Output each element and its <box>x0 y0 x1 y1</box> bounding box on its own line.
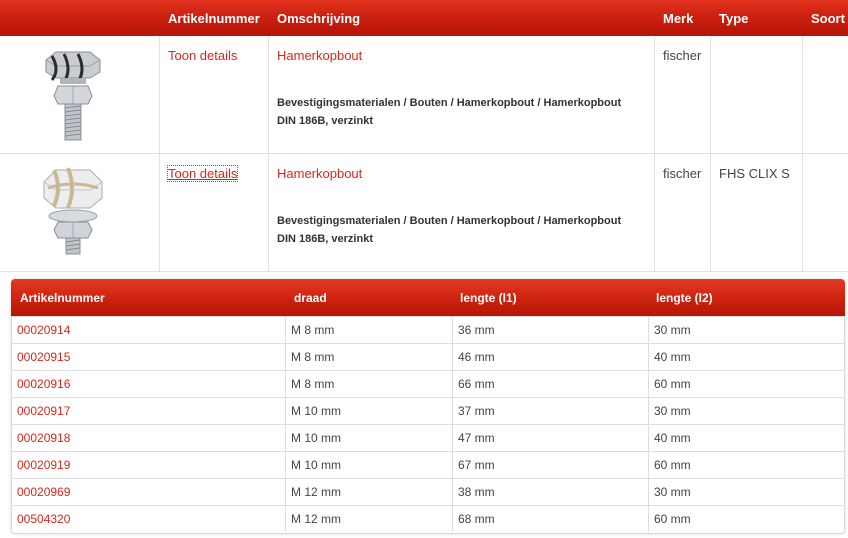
variant-lengte-l1: 66 mm <box>458 377 495 391</box>
category-path-line: Bevestigingsmaterialen / Bouten / Hamerkopbout / Hamerkopbout <box>277 215 622 227</box>
variant-draad: M 10 mm <box>291 431 342 445</box>
variant-draad: M 10 mm <box>291 404 342 418</box>
variant-lengte-l1: 38 mm <box>458 485 495 499</box>
product-table-header <box>0 0 848 36</box>
variants-header-draad: draad <box>294 291 327 305</box>
header-type: Type <box>719 11 749 26</box>
variant-lengte-l2: 60 mm <box>654 512 691 526</box>
variant-lengte-l1: 67 mm <box>458 458 495 472</box>
product-row <box>0 154 848 272</box>
variant-artikelnummer-link[interactable]: 00020914 <box>17 323 71 337</box>
variant-row <box>11 505 845 532</box>
product-merk: fischer <box>663 166 702 181</box>
variant-artikelnummer-link[interactable]: 00020915 <box>17 350 71 364</box>
header-omschrijving: Omschrijving <box>277 11 361 26</box>
header-artikelnummer: Artikelnummer <box>168 11 260 26</box>
hammer-head-bolt-clix-image[interactable] <box>38 158 108 258</box>
variant-artikelnummer-link[interactable]: 00504320 <box>17 512 71 526</box>
category-path-line: DIN 186B, verzinkt <box>277 115 373 127</box>
product-title-link[interactable]: Hamerkopbout <box>277 48 363 63</box>
variant-draad: M 12 mm <box>291 512 342 526</box>
variant-row <box>11 316 845 343</box>
variant-draad: M 12 mm <box>291 485 342 499</box>
category-path-line: Bevestigingsmaterialen / Bouten / Hamerkopbout / Hamerkopbout <box>277 97 622 109</box>
variant-row <box>11 370 845 397</box>
variant-lengte-l1: 47 mm <box>458 431 495 445</box>
variant-artikelnummer-link[interactable]: 00020917 <box>17 404 71 418</box>
variants-table-header <box>11 279 845 316</box>
variant-lengte-l2: 60 mm <box>654 377 691 391</box>
header-merk: Merk <box>663 11 694 26</box>
variant-draad: M 10 mm <box>291 458 342 472</box>
product-category-path <box>277 94 647 130</box>
variant-artikelnummer-link[interactable]: 00020918 <box>17 431 71 445</box>
variant-artikelnummer-link[interactable]: 00020919 <box>17 458 71 472</box>
product-category-path <box>277 212 647 248</box>
variant-lengte-l1: 37 mm <box>458 404 495 418</box>
variant-draad: M 8 mm <box>291 323 335 337</box>
variant-lengte-l1: 46 mm <box>458 350 495 364</box>
hammer-head-bolt-image[interactable] <box>38 42 108 142</box>
variant-lengte-l2: 30 mm <box>654 323 691 337</box>
variant-artikelnummer-link[interactable]: 00020916 <box>17 377 71 391</box>
variant-draad: M 8 mm <box>291 377 335 391</box>
product-row <box>0 36 848 154</box>
variant-lengte-l2: 40 mm <box>654 431 691 445</box>
toon-details-link[interactable]: Toon details <box>168 166 238 181</box>
variant-lengte-l2: 30 mm <box>654 485 691 499</box>
variant-artikelnummer-link[interactable]: 00020969 <box>17 485 71 499</box>
header-soort: Soort <box>811 11 845 26</box>
variant-row <box>11 424 845 451</box>
variants-header-lengte-l1: lengte (l1) <box>460 291 517 305</box>
variant-lengte-l1: 36 mm <box>458 323 495 337</box>
category-path-line: DIN 186B, verzinkt <box>277 233 373 245</box>
product-title-link[interactable]: Hamerkopbout <box>277 166 363 181</box>
variant-lengte-l2: 40 mm <box>654 350 691 364</box>
variant-lengte-l2: 30 mm <box>654 404 691 418</box>
variant-row <box>11 397 845 424</box>
variants-header-lengte-l2: lengte (l2) <box>656 291 713 305</box>
product-type: FHS CLIX S <box>719 166 790 181</box>
product-merk: fischer <box>663 48 702 63</box>
variant-draad: M 8 mm <box>291 350 335 364</box>
variant-row <box>11 451 845 478</box>
variants-header-artikelnummer: Artikelnummer <box>20 291 105 305</box>
variant-row <box>11 343 845 370</box>
variant-row <box>11 478 845 505</box>
toon-details-link[interactable]: Toon details <box>168 48 238 63</box>
variant-lengte-l2: 60 mm <box>654 458 691 472</box>
variant-lengte-l1: 68 mm <box>458 512 495 526</box>
